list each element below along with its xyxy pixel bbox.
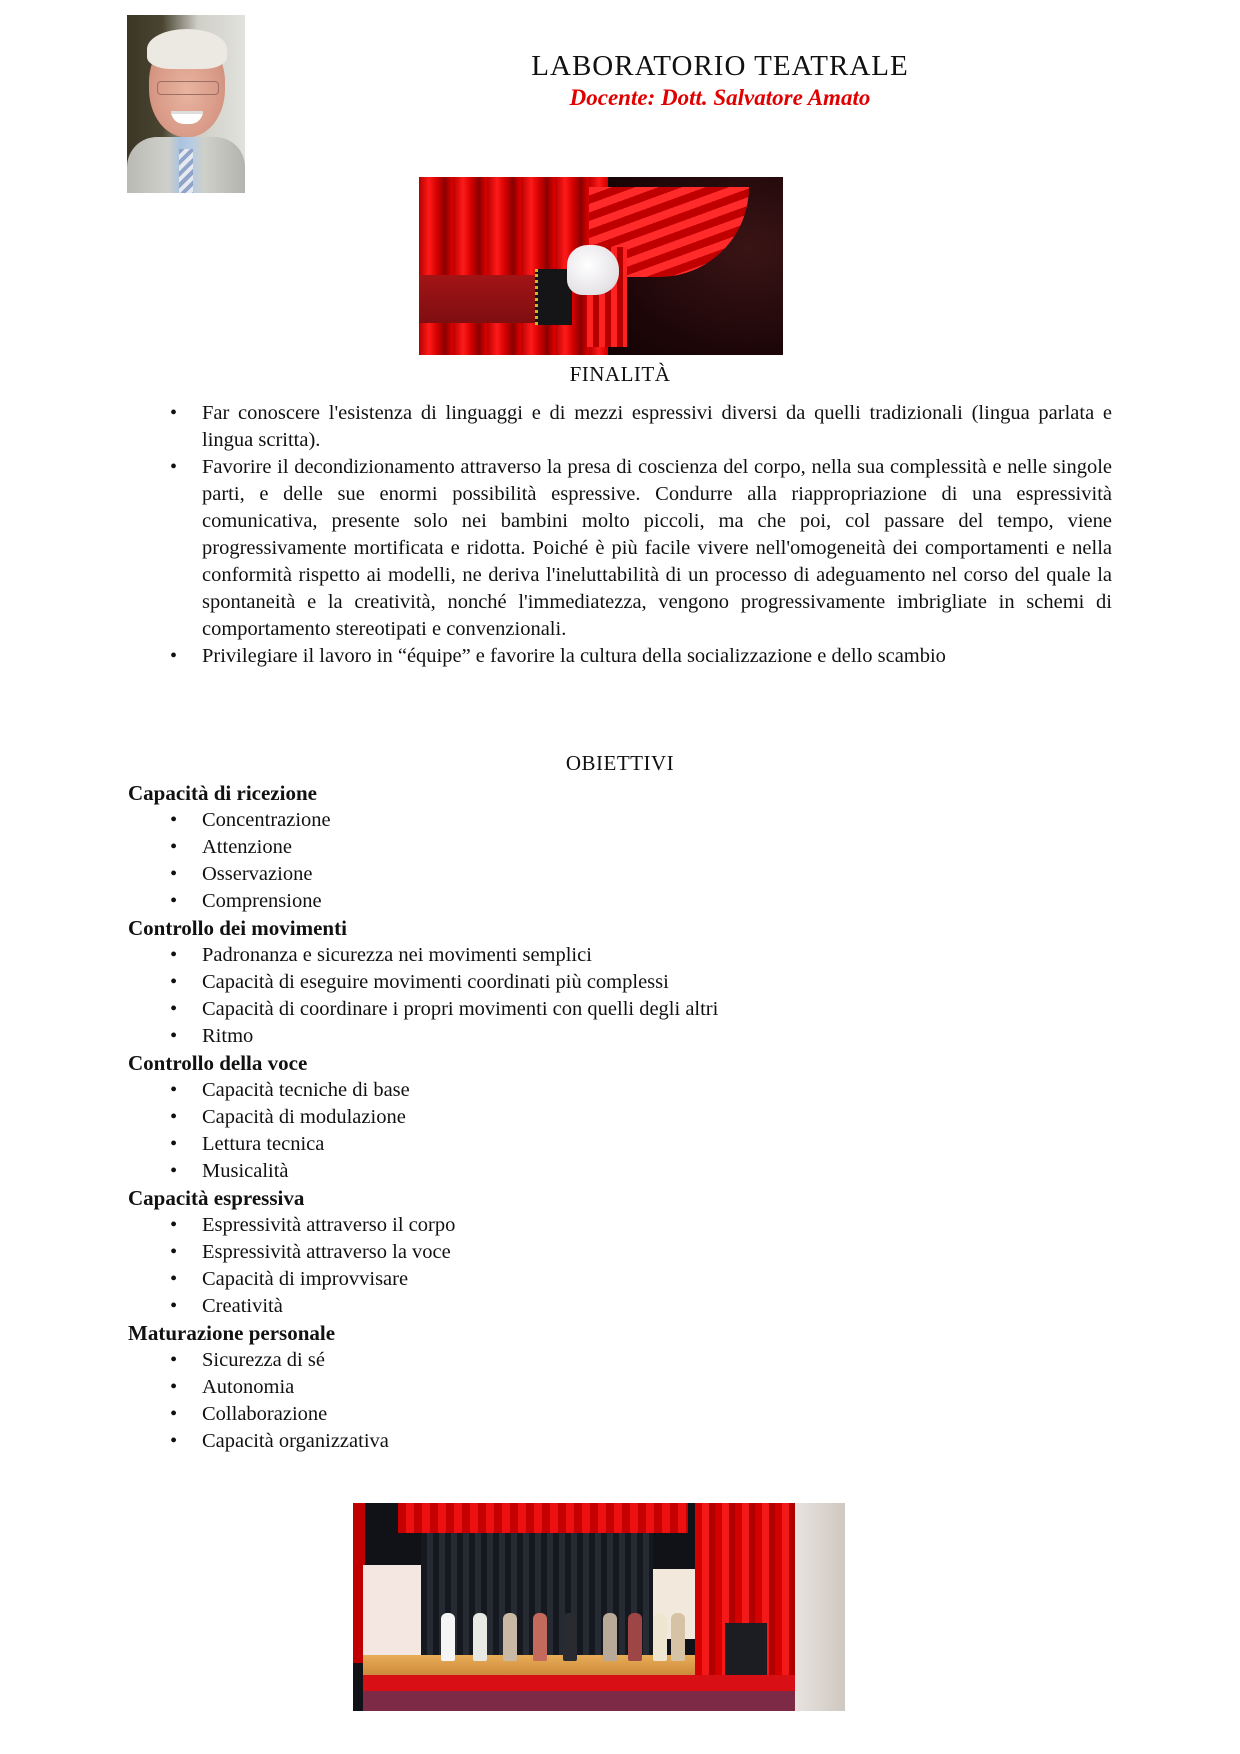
stage-pit <box>363 1691 823 1711</box>
group-list <box>128 1347 1028 1455</box>
finalita-item: • Favorire il decondizionamento attraverso la presa di coscienza del corpo, nella sua complessità e nelle singole parti, e delle sue enormi possibilità espressive. Condurre alla riappropriazione di una espressività comunicativa, presente solo nei bambini molto piccoli, ma che poi, col passare del tempo, viene progressivamente mortificata e ridotta. Poiché è più facile vivere nell'omogeneità dei comportamenti e nella conformità rispetto ai modelli, ne deriva l'ineluttabilità di un processo di adeguamento nel corso del quale la spontaneità e la creatività, nonché l'immediatezza, vengono progressivamente imbrigliate in schemi di comportamento stereotipati e convenzionali. <box>202 454 1112 643</box>
list-item: • Capacità di modulazione <box>202 1104 1028 1131</box>
list-item: • Capacità organizzativa <box>202 1428 1028 1455</box>
objective-group <box>128 1185 1028 1320</box>
list-item: • Ritmo <box>202 1023 1028 1050</box>
list-item: • Osservazione <box>202 861 1028 888</box>
portrait-tie <box>179 149 193 193</box>
list-item: • Espressività attraverso la voce <box>202 1239 1028 1266</box>
stage-flat-left <box>363 1565 421 1657</box>
list-item: • Creatività <box>202 1293 1028 1320</box>
list-item: • Espressività attraverso il corpo <box>202 1212 1028 1239</box>
actor-figure <box>441 1613 455 1661</box>
list-item: • Capacità di improvvisare <box>202 1266 1028 1293</box>
list-item: • Comprensione <box>202 888 1028 915</box>
group-title: Maturazione personale <box>128 1321 336 1345</box>
list-item: • Sicurezza di sé <box>202 1347 1028 1374</box>
finalita-item: • Privilegiare il lavoro in “équipe” e favorire la cultura della socializzazione e dello scambio <box>202 643 1112 670</box>
group-list <box>128 942 1028 1050</box>
white-glove <box>567 245 619 295</box>
group-list <box>128 1212 1028 1320</box>
group-list <box>128 807 1028 915</box>
actor-figure <box>503 1613 517 1661</box>
list-item: • Autonomia <box>202 1374 1028 1401</box>
actor-figure <box>473 1613 487 1661</box>
group-title: Controllo dei movimenti <box>128 916 347 940</box>
list-item: • Lettura tecnica <box>202 1131 1028 1158</box>
finalita-list <box>202 400 1112 670</box>
portrait-glasses <box>157 81 219 95</box>
obiettivi-groups <box>128 780 1028 1455</box>
stage-side-wall <box>795 1503 845 1711</box>
actor-figure <box>653 1613 667 1661</box>
document-title: LABORATORIO TEATRALE <box>531 50 909 82</box>
list-item: • Capacità tecniche di base <box>202 1077 1028 1104</box>
objective-group <box>128 915 1028 1050</box>
group-title: Controllo della voce <box>128 1051 308 1075</box>
actor-figure <box>533 1613 547 1661</box>
objective-group <box>128 780 1028 915</box>
list-item: • Capacità di eseguire movimenti coordinati più complessi <box>202 969 1028 996</box>
actor-figure <box>671 1613 685 1661</box>
stage-valance <box>398 1503 688 1533</box>
group-list <box>128 1077 1028 1185</box>
actor-figure <box>603 1613 617 1661</box>
finalita-heading: FINALITÀ <box>569 362 671 386</box>
obiettivi-heading: OBIETTIVI <box>565 751 675 775</box>
stage-apron <box>363 1675 823 1691</box>
actor-figure <box>628 1613 642 1661</box>
list-item: • Collaborazione <box>202 1401 1028 1428</box>
list-item: • Capacità di coordinare i propri movimenti con quelli degli altri <box>202 996 1028 1023</box>
actor-figure <box>563 1613 577 1661</box>
teacher-subtitle: Docente: Dott. Salvatore Amato <box>569 85 871 110</box>
list-item: • Padronanza e sicurezza nei movimenti semplici <box>202 942 1028 969</box>
list-item: • Musicalità <box>202 1158 1028 1185</box>
portrait-hair <box>147 29 227 69</box>
objective-group <box>128 1050 1028 1185</box>
finalita-item: • Far conoscere l'esistenza di linguaggi e di mezzi espressivi diversi da quelli tradizionali (lingua parlata e lingua scritta). <box>202 400 1112 454</box>
list-item: • Concentrazione <box>202 807 1028 834</box>
group-title: Capacità di ricezione <box>128 781 317 805</box>
curtain-photo <box>419 177 783 355</box>
teacher-portrait-photo <box>127 15 245 193</box>
group-title: Capacità espressiva <box>128 1186 305 1210</box>
list-item: • Attenzione <box>202 834 1028 861</box>
stage-photo <box>353 1503 845 1711</box>
objective-group <box>128 1320 1028 1455</box>
